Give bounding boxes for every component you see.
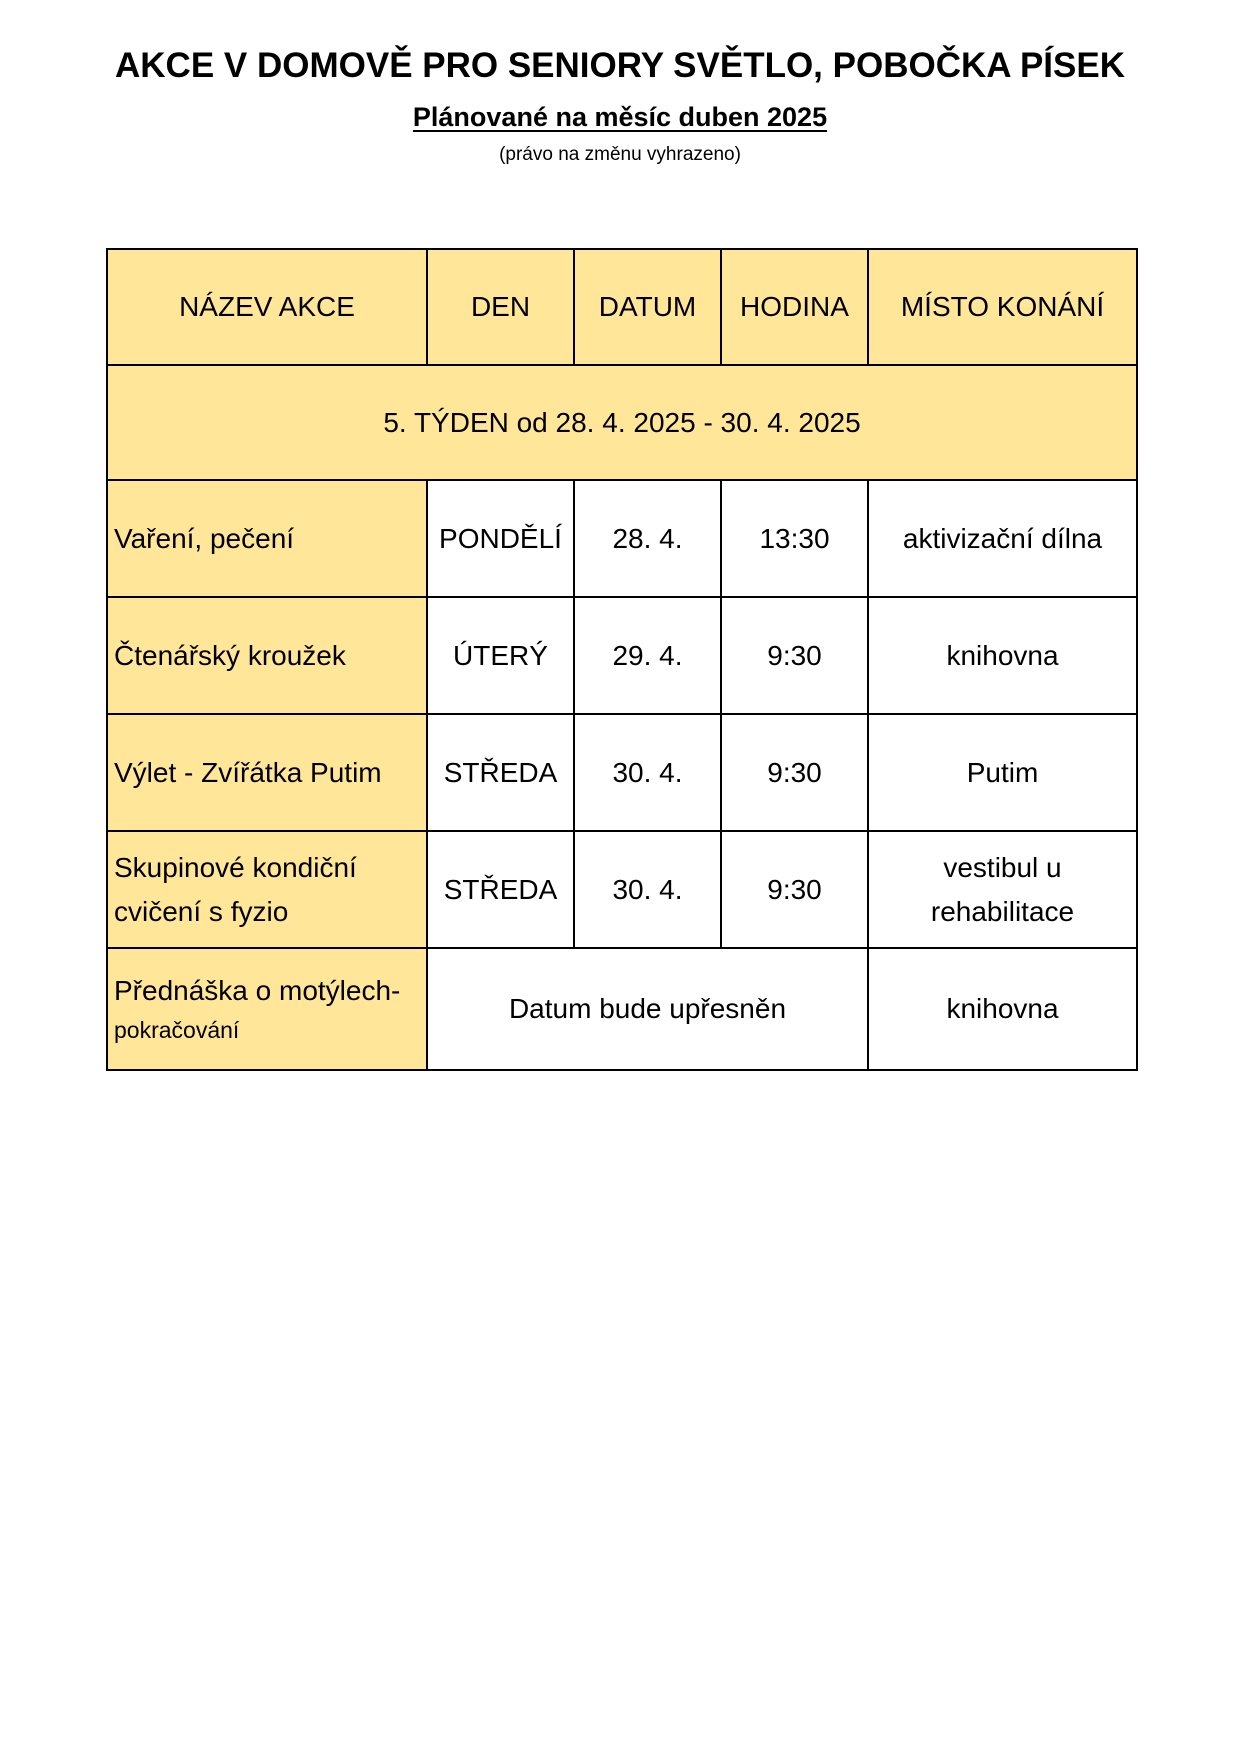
table-row (107, 831, 1137, 948)
event-place: knihovna (868, 597, 1137, 714)
event-name: Čtenářský kroužek (107, 597, 427, 714)
column-header-day: DEN (427, 249, 574, 365)
change-note: (právo na změnu vyhrazeno) (499, 144, 741, 165)
week-row (107, 365, 1137, 480)
event-time: 9:30 (721, 714, 868, 831)
event-name-line: Skupinové kondiční (114, 852, 357, 884)
page-title: AKCE V DOMOVĚ PRO SENIORY SVĚTLO, POBOČKA PÍSEK (115, 46, 1125, 85)
event-place-line: vestibul u (943, 852, 1062, 884)
subtitle-text: Plánované na měsíc duben 2025 (412, 102, 828, 132)
table-row (107, 597, 1137, 714)
event-name-line: cvičení s fyzio (114, 895, 289, 927)
event-date: 30. 4. (574, 714, 721, 831)
event-date: 29. 4. (574, 597, 721, 714)
event-name: Vaření, pečení (107, 480, 427, 597)
table-row (107, 948, 1137, 1070)
column-header-time: HODINA (721, 249, 868, 365)
column-header-place: MÍSTO KONÁNÍ (868, 249, 1137, 365)
event-time: 9:30 (721, 597, 868, 714)
event-time: 9:30 (721, 831, 868, 948)
event-day: STŘEDA (427, 714, 574, 831)
column-header-date: DATUM (574, 249, 721, 365)
event-place-line: rehabilitace (930, 895, 1075, 927)
page-subtitle (0, 102, 1240, 133)
event-date: 28. 4. (574, 480, 721, 597)
event-name-line: Přednáška o motýlech- (114, 975, 401, 1007)
event-time: 13:30 (721, 480, 868, 597)
event-date-tbd: Datum bude upřesněn (427, 948, 868, 1070)
event-date: 30. 4. (574, 831, 721, 948)
week-label: 5. TÝDEN od 28. 4. 2025 - 30. 4. 2025 (107, 365, 1137, 480)
event-name (107, 948, 427, 1070)
event-day: PONDĚLÍ (427, 480, 574, 597)
events-table (106, 248, 1138, 1071)
event-place: knihovna (868, 948, 1137, 1070)
table-row (107, 714, 1137, 831)
event-day: ÚTERÝ (427, 597, 574, 714)
event-name (107, 831, 427, 948)
event-place: aktivizační dílna (868, 480, 1137, 597)
table-header-row (107, 249, 1137, 365)
table-row (107, 480, 1137, 597)
event-place: Putim (868, 714, 1137, 831)
column-header-name: NÁZEV AKCE (107, 249, 427, 365)
event-place (868, 831, 1137, 948)
event-name: Výlet - Zvířátka Putim (107, 714, 427, 831)
event-day: STŘEDA (427, 831, 574, 948)
event-name-line: pokračování (114, 1016, 240, 1043)
